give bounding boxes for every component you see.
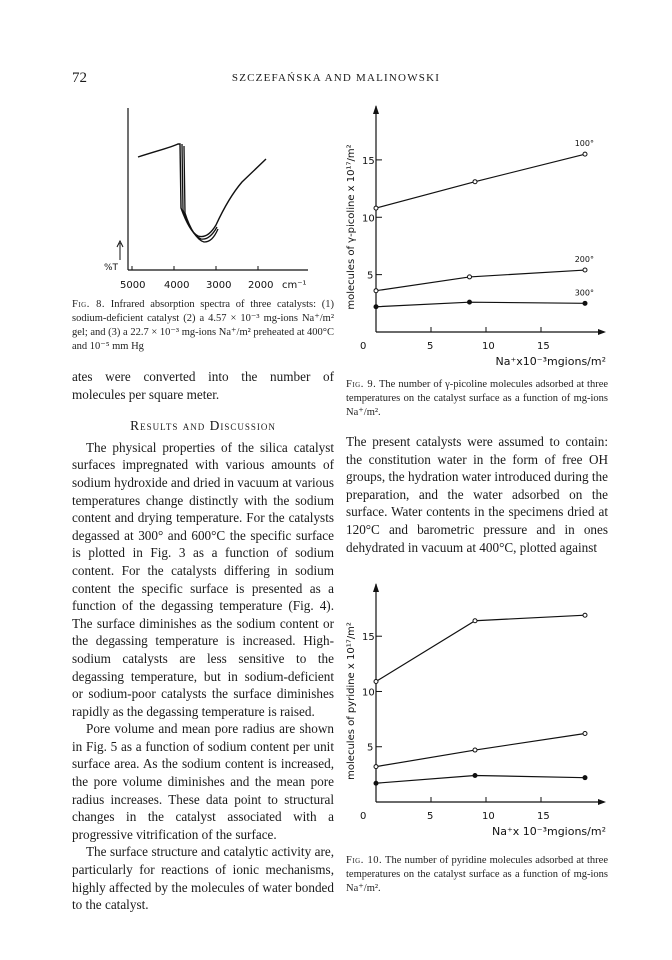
x-tick-label: 15 [537,341,550,352]
y-axis-label: molecules of γ-picoline x 10¹⁷/m² [346,144,357,310]
fig8-spectrum-2 [182,144,217,239]
page-number: 72 [72,70,87,86]
fig8-spectrum-3 [184,146,218,242]
x-tick-label: 5 [427,341,434,352]
series-line [376,775,585,783]
fig8-x-tick-label: 5000 [120,280,146,291]
data-point [374,680,378,684]
x-axis-label: Na⁺x 10⁻³mgions/m² [491,825,606,838]
y-tick-label: 5 [367,270,374,282]
data-point [583,613,587,617]
x-tick-label: 5 [427,811,434,822]
series-line [376,270,585,291]
data-point [374,305,378,309]
fig8-x-tick-label: 3000 [206,280,232,291]
left-column [72,368,334,914]
data-point [583,152,587,156]
fig8-x-unit: cm⁻¹ [282,280,307,291]
fig8-x-tick-label: 2000 [248,280,274,291]
y-axis-label: molecules of pyridine x 10¹⁷/m² [346,622,357,780]
fig8-caption-text: Infrared absorption spectra of three catalysts: (1) sodium-deficient catalyst (2) a 4.57 × 10⁻³ mg-ions Na⁺/m² gel; and (3) a 22.7 × 10⁻³ mg-ions Na⁺/m² preheated at 400°C and 10⁻⁵ mm Hg [72,299,334,352]
x-axis-arrowhead [598,329,606,335]
x-tick-label: 15 [537,811,550,822]
fig9-caption [346,378,608,420]
x-axis-label: Na⁺x10⁻³mgions/m² [495,355,606,368]
x-tick-label: 10 [482,811,495,822]
data-point [583,776,587,780]
series-label: 200° [574,255,594,265]
body-paragraph: The surface structure and catalytic activity are, particularly for reactions of ionic mechanisms, highly affected by the molecules of water bonded to the catalyst. [72,844,334,913]
series-line [376,302,585,307]
y-tick-label: 10 [362,213,375,225]
fig8-spectrum-1 [138,144,266,237]
data-point [473,180,477,184]
series-line [376,615,585,681]
body-paragraph: The physical properties of the silica catalyst surfaces impregnated with various amounts of sodium hydroxide and dried in vacuum at various temperatures change distinctly with the sodium content and drying temperature. For the catalysts degassed at 300° and 600°C the specific surface is plotted in Fig. 3 as a function of sodium content. For the catalysts differing in sodium content the specific surface is presented as a function of the degassing temperature (Fig. 4). The surface diminishes as the sodium content or the degassing temperature is increased. High-sodium catalysts are less sensitive to the degassing temperature, but in sodium-deficient or sodium-poor catalysts the surface diminishes rapidly as the degassing temperature is raised. [72,439,334,719]
fig10-chart [346,578,616,846]
y-tick-label: 5 [367,742,374,754]
x-axis-arrowhead [598,799,606,805]
fig8-y-label: %T [104,263,119,273]
fig8-caption-label: Fig. 8. [72,299,105,310]
data-point [583,268,587,272]
fig8-spectra [80,100,330,300]
section-heading: Results and Discussion [130,418,276,434]
data-point [374,289,378,293]
data-point [473,773,477,777]
data-point [583,731,587,735]
fig10-caption-text: The number of pyridine molecules adsorbed at three temperatures on the catalyst surface as a function of mg-ions Na⁺/m². [346,855,609,894]
x-tick-label: 0 [360,341,367,352]
data-point [473,619,477,623]
fig10-caption [346,854,608,896]
series-label: 300° [574,288,594,298]
series-label: 100° [574,139,594,149]
data-point [473,748,477,752]
y-axis-arrowhead [373,105,379,114]
x-tick-label: 0 [360,811,367,822]
fig8-x-tick-label: 4000 [164,280,190,291]
intro-paragraph: ates were converted into the number of molecules per square meter. [72,369,334,402]
running-title: SZCZEFAŃSKA AND MALINOWSKI [231,72,441,84]
fig10-caption-label: Fig. 10. [346,855,383,866]
body-paragraph: The present catalysts were assumed to contain: the constitution water in the form of free OH groups, the hydration water introduced during the preparation, and the water adsorbed on the surface. Water contents in the specimens dried at 120°C and barometric pressure and in ones dehydrated in vacuum at 400°C, plotted against [346,434,608,555]
right-column [346,433,608,556]
body-paragraph: Pore volume and mean pore radius are shown in Fig. 5 as a function of sodium content per unit surface area. As the sodium content is increased, the pore volume diminishes and the mean pore radius increases. These data point to structural changes in the catalyst associated with a progressive vitrification of the surface. [72,721,334,842]
fig9-caption-label: Fig. 9. [346,379,377,390]
y-axis-arrowhead [373,583,379,592]
series-line [376,733,585,766]
data-point [374,765,378,769]
y-tick-label: 15 [362,632,375,644]
fig8-caption [72,298,334,354]
fig9-caption-text: The number of γ-picoline molecules adsorbed at three temperatures on the catalyst surface as a function of mg-ions Na⁺/m². [346,379,609,418]
y-tick-label: 15 [362,155,375,167]
series-line [376,154,585,208]
x-tick-label: 10 [482,341,495,352]
data-point [374,206,378,210]
data-point [374,781,378,785]
y-tick-label: 10 [362,687,375,699]
data-point [468,300,472,304]
data-point [583,301,587,305]
data-point [468,275,472,279]
fig9-chart [346,100,616,375]
